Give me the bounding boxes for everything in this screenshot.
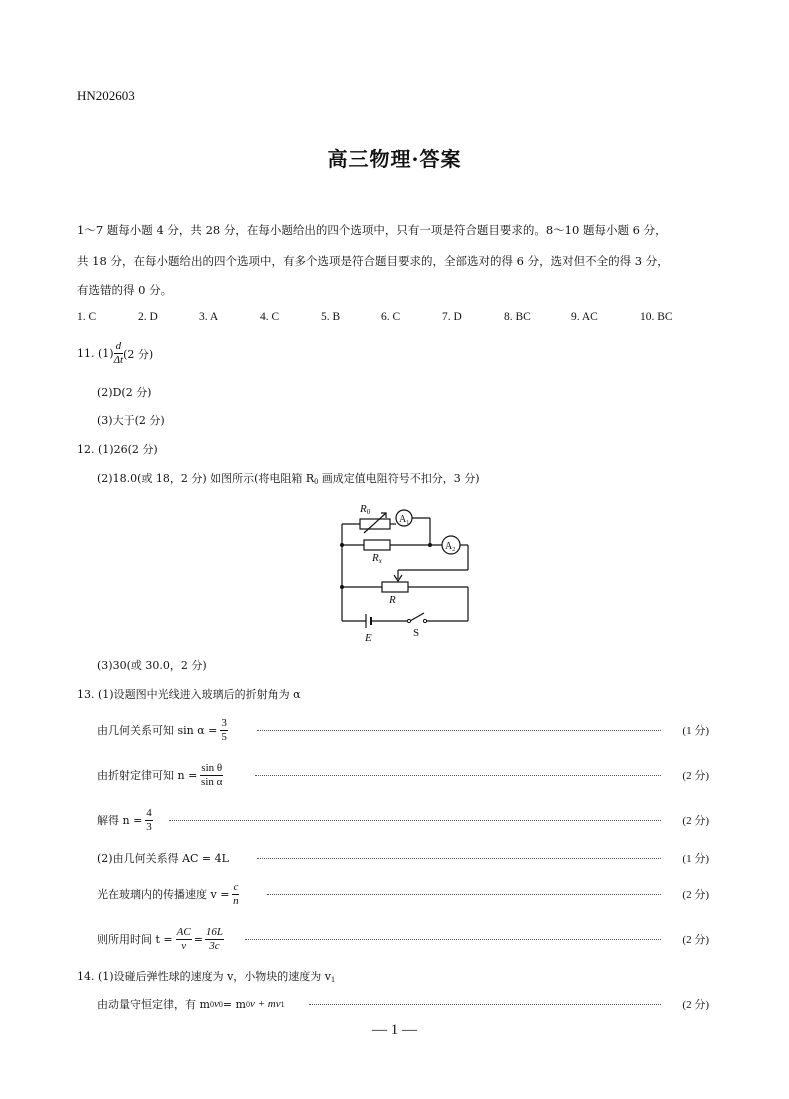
label-e: E bbox=[365, 632, 372, 644]
answer-5: 5. B bbox=[321, 311, 341, 323]
q11-part3: (3)大于(2 分) bbox=[97, 414, 165, 427]
label-s: S bbox=[413, 627, 420, 639]
resistor-rx-symbol bbox=[364, 540, 390, 550]
answer-2: 2. D bbox=[138, 311, 158, 323]
answer-1: 1. C bbox=[77, 311, 97, 323]
label-r: R bbox=[389, 594, 396, 606]
answer-4: 4. C bbox=[260, 311, 280, 323]
answer-3: 3. A bbox=[199, 311, 219, 323]
intro-line-3: 有选错的得 0 分。 bbox=[77, 283, 173, 297]
label-rx: Rx bbox=[372, 552, 382, 565]
leader-dots bbox=[255, 775, 661, 776]
q14-line-1: 由动量守恒定律，有 m 0 v 0 = m 0 v + mv 1 (2 分) bbox=[97, 997, 709, 1011]
switch-lever bbox=[410, 613, 424, 621]
circuit-diagram bbox=[330, 495, 480, 645]
q13-heading: 13. (1)设题图中光线进入玻璃后的折射角为 α bbox=[77, 688, 301, 701]
leader-dots bbox=[245, 939, 661, 940]
resistor-r-symbol bbox=[382, 582, 408, 592]
q14-heading: 14. (1)设碰后弹性球的速度为 v，小物块的速度为 $v_1$ bbox=[77, 970, 335, 984]
leader-dots bbox=[257, 730, 661, 731]
document-code: HN202603 bbox=[77, 88, 135, 103]
intro-line-1: 1～7 题每小题 4 分，共 28 分，在每小题给出的四个选项中，只有一项是符合题目要求的。8～10 题每小题 6 分， bbox=[77, 223, 667, 237]
leader-dots bbox=[169, 820, 661, 821]
answer-6: 6. C bbox=[381, 311, 401, 323]
q13-line-3: 解得 n = $\frac{4}{3}$ (2 分) bbox=[97, 806, 709, 833]
answer-7: 7. D bbox=[442, 311, 462, 323]
q11-fraction: $\frac{d}{\Delta t}$ bbox=[113, 340, 124, 366]
q13-line-2: 由折射定律可知 n = $\frac{\text{sin θ}}{\text{sin α}}$ (2 分) bbox=[97, 761, 709, 788]
rheostat-r0-symbol bbox=[360, 519, 390, 529]
q12-part1: 12. (1)26(2 分) bbox=[77, 443, 158, 456]
label-r0: R0 bbox=[360, 503, 371, 516]
label-a1: $A_1$ bbox=[399, 514, 410, 526]
rheostat-arrow bbox=[364, 513, 386, 533]
leader-dots bbox=[257, 858, 661, 859]
page-number: — 1 — bbox=[372, 1022, 417, 1038]
answer-10: 10. BC bbox=[640, 311, 673, 323]
q13-line-1: 由几何关系可知 sin α = $\frac{3}{5}$ (1 分) bbox=[97, 716, 709, 743]
answer-8: 8. BC bbox=[504, 311, 531, 323]
intro-line-2: 共 18 分，在每小题给出的四个选项中，有多个选项是符合题目要求的，全部选对的得 6 分，选对但不全的得 3 分， bbox=[77, 254, 669, 268]
leader-dots bbox=[309, 1004, 661, 1005]
page-title: 高三物理·答案 bbox=[327, 147, 462, 171]
q12-part3: (3)30(或 30.0，2 分) bbox=[97, 659, 207, 672]
q11-part2: (2)D(2 分) bbox=[97, 386, 152, 399]
answer-9: 9. AC bbox=[571, 311, 598, 323]
q13-line-5: 光在玻璃内的传播速度 v = $\frac{c}{n}$ (2 分) bbox=[97, 880, 709, 907]
q12-part2: (2)18.0(或 18，2 分) 如图所示(将电阻箱 $R_0$ 画成定值电阻符号不扣分，3 分) bbox=[97, 472, 480, 486]
label-a2: $A_2$ bbox=[445, 541, 456, 553]
q11-part1: 11. (1) $\frac{d}{\Delta t}$ (2 分) bbox=[77, 340, 154, 366]
leader-dots bbox=[267, 894, 661, 895]
q13-line-6: 则所用时间 t = $\frac{AC}{v}$ = $\frac{16L}{3c}$ (2 分) bbox=[97, 925, 709, 952]
q13-line-4: (2)由几何关系得 AC = 4L (1 分) bbox=[97, 852, 709, 865]
